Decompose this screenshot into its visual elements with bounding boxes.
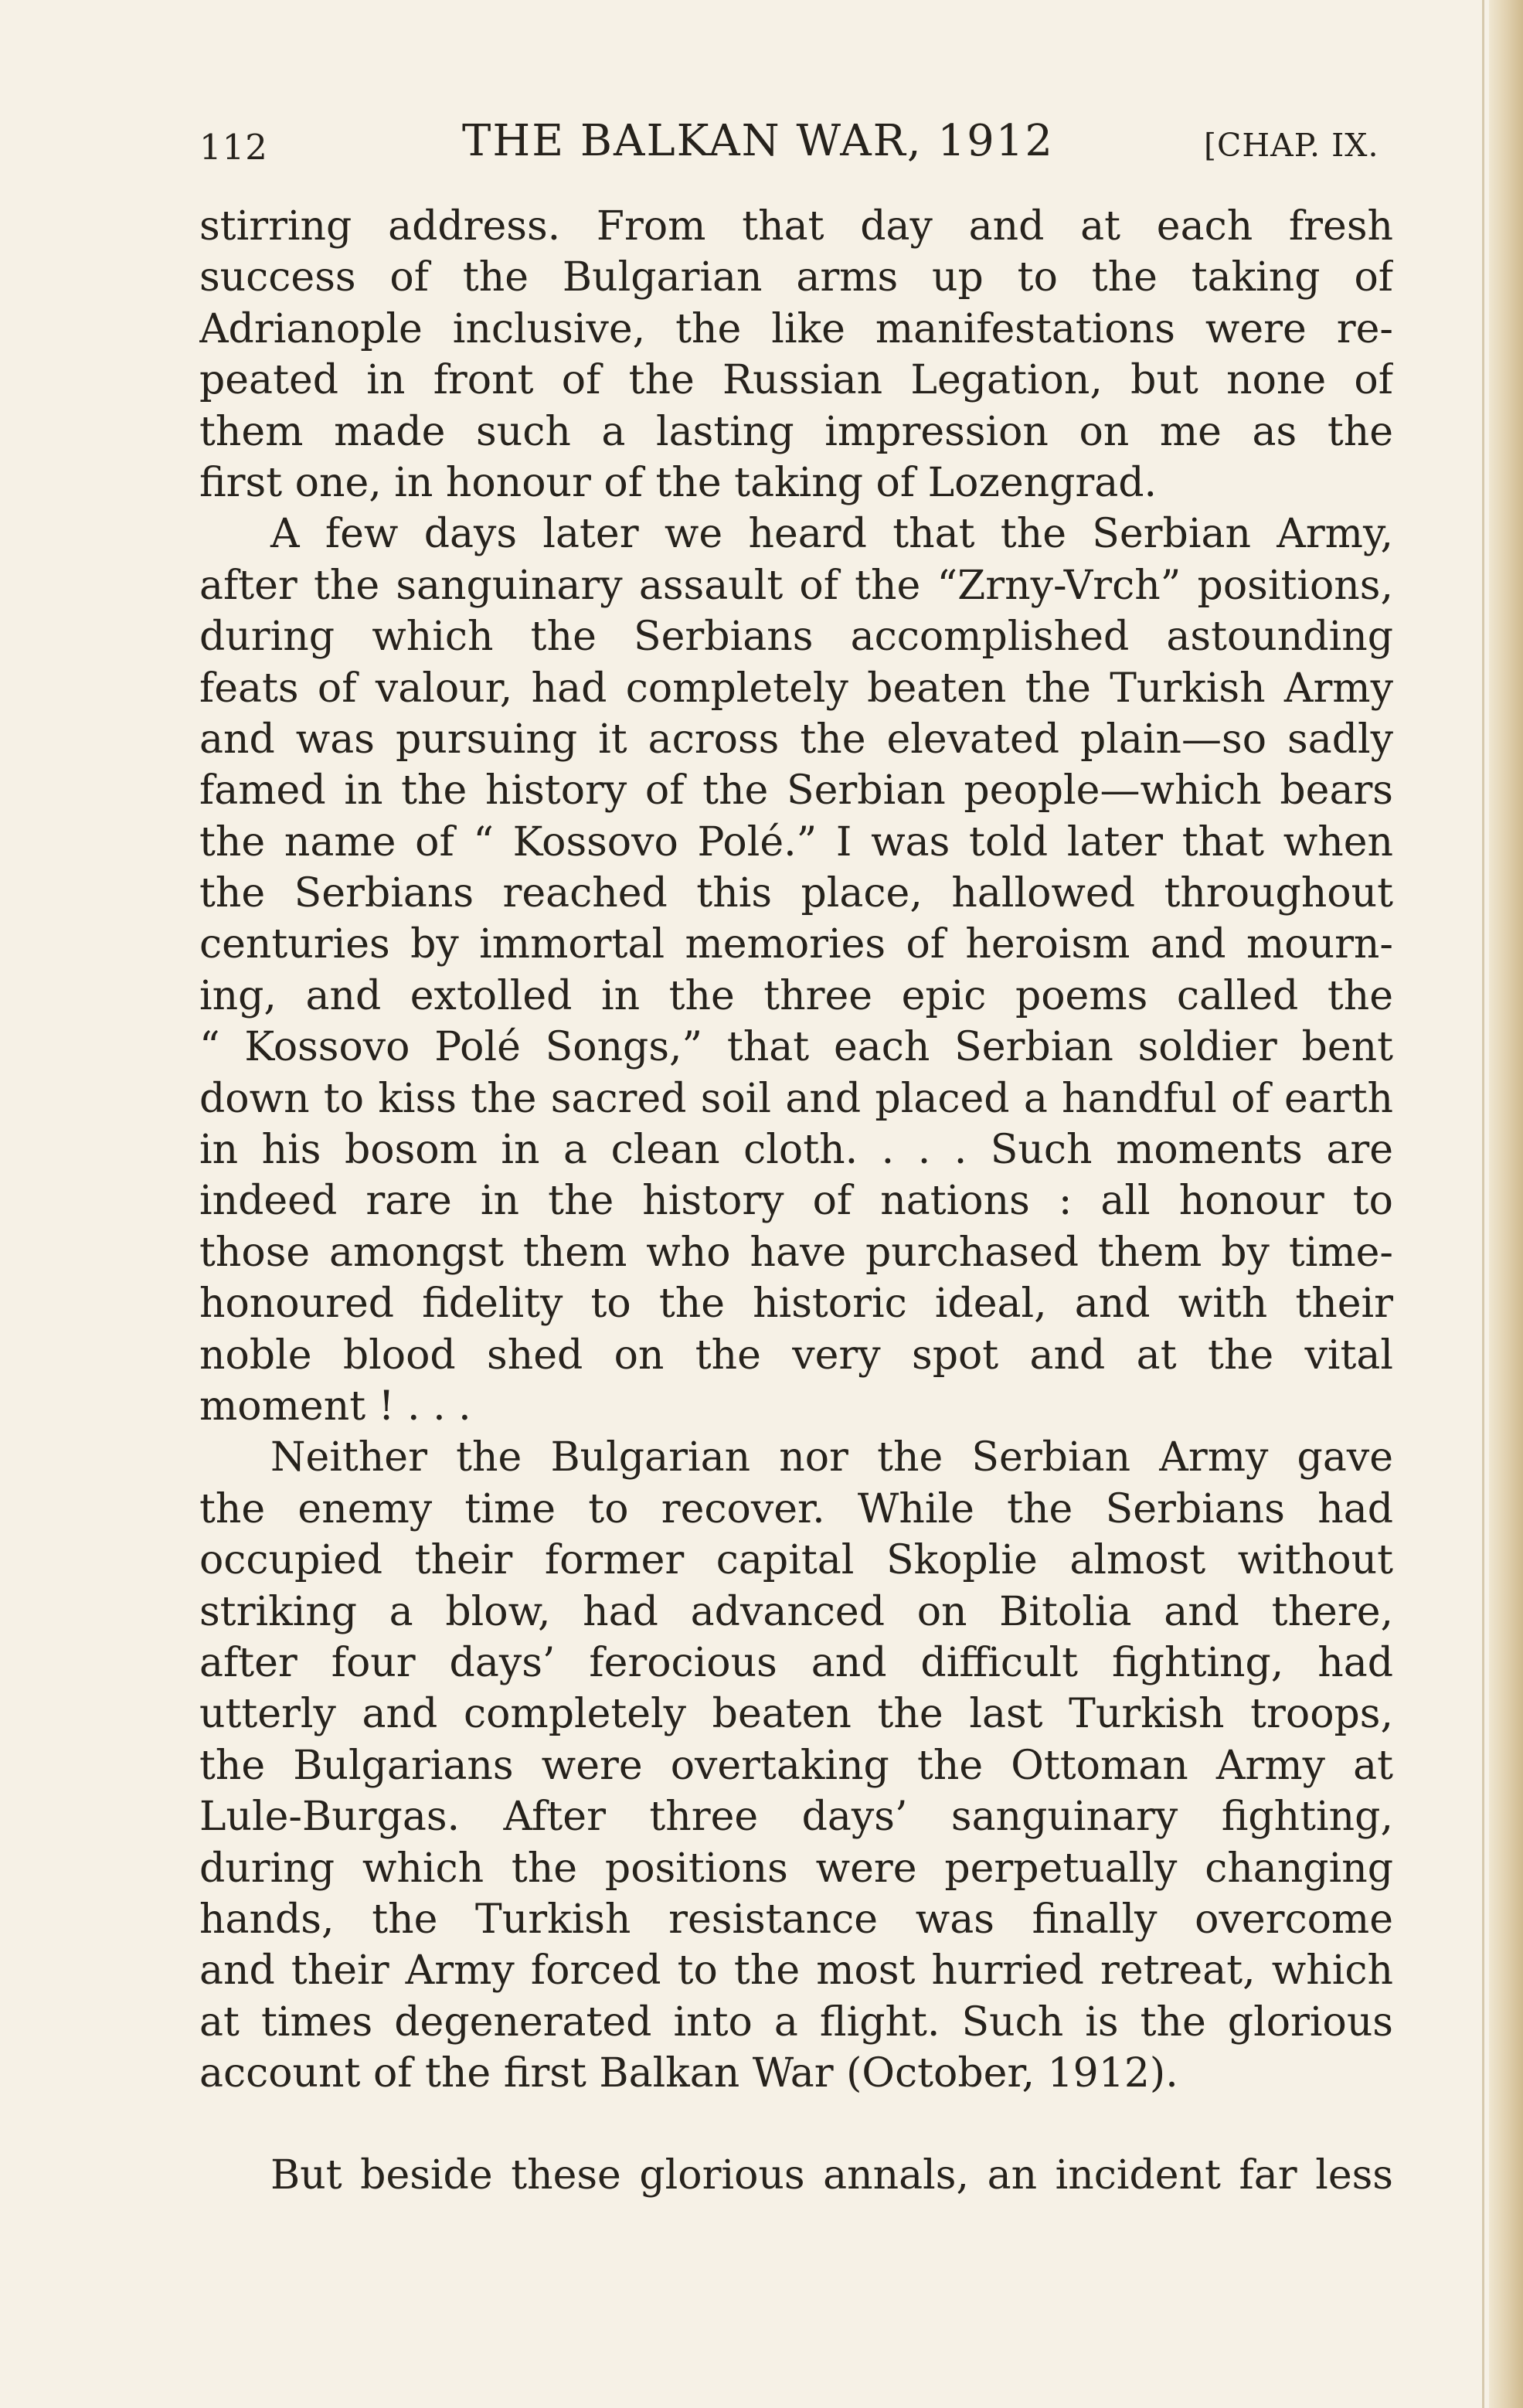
text-line: ing, and extolled in the three epic poems called the — [199, 972, 1393, 1019]
text-line: indeed rare in the history of nations : all honour to — [199, 1178, 1393, 1225]
chapter-reference: [CHAP. IX. — [1204, 127, 1379, 164]
text-line: “ Kossovo Polé Songs,” that each Serbian soldier bent — [199, 1024, 1393, 1071]
text-line: them made such a lasting impression on me as the — [199, 408, 1393, 455]
paragraph-3 — [199, 1432, 1393, 2099]
text-line: utterly and completely beaten the last Turkish troops, — [199, 1691, 1393, 1738]
text-line: the Serbians reached this place, hallowed throughout — [199, 870, 1393, 917]
text-line: down to kiss the sacred soil and placed a handful of earth — [199, 1075, 1393, 1122]
text-line: moment ! . . . — [199, 1383, 471, 1430]
text-line: the name of “ Kossovo Polé.” I was told later that when — [199, 818, 1393, 866]
body-text — [199, 201, 1393, 2202]
text-line: Neither the Bulgarian nor the Serbian Army gave — [270, 1434, 1393, 1481]
page-edge-shadow — [1482, 0, 1484, 2408]
section-gap — [199, 2099, 1393, 2150]
text-line: A few days later we heard that the Serbian Army, — [270, 511, 1393, 558]
text-line: peated in front of the Russian Legation, but none of — [199, 357, 1393, 404]
text-line: But beside these glorious annals, an incident far less — [270, 2152, 1393, 2199]
text-line: account of the first Balkan War (October, 1912). — [199, 2050, 1178, 2097]
text-line: success of the Bulgarian arms up to the taking of — [199, 254, 1393, 301]
text-line: at times degenerated into a flight. Such is the glorious — [199, 1998, 1393, 2046]
text-line: first one, in honour of the taking of Lozengrad. — [199, 459, 1158, 506]
text-line: occupied their former capital Skoplie almost without — [199, 1537, 1393, 1584]
text-line: after the sanguinary assault of the “Zrny-Vrch” positions, — [199, 562, 1393, 609]
text-line: Lule-Burgas. After three days’ sanguinary fighting, — [199, 1794, 1393, 1841]
page-edge — [1489, 0, 1523, 2408]
text-line: famed in the history of the Serbian people—which bears — [199, 767, 1393, 815]
paragraph-4 — [199, 2150, 1393, 2201]
text-line: striking a blow, had advanced on Bitolia and there, — [199, 1588, 1393, 1635]
text-line: noble blood shed on the very spot and at the vital — [199, 1332, 1393, 1379]
text-line: honoured fidelity to the historic ideal, and with their — [199, 1281, 1393, 1328]
paragraph-2 — [199, 508, 1393, 1432]
paragraph-1 — [199, 201, 1393, 508]
text-line: in his bosom in a clean cloth. . . . Such moments are — [199, 1127, 1393, 1174]
text-line: centuries by immortal memories of heroism and mourn- — [199, 921, 1393, 968]
text-line: Adrianople inclusive, the like manifestations were re- — [199, 305, 1393, 352]
text-line: the enemy time to recover. While the Serbians had — [199, 1485, 1393, 1532]
book-title: THE BALKAN WAR, 1912 — [462, 116, 1054, 166]
text-line: during which the Serbians accomplished astounding — [199, 614, 1393, 661]
text-line: after four days’ ferocious and difficult fighting, had — [199, 1639, 1393, 1686]
text-line: feats of valour, had completely beaten the Turkish Army — [199, 665, 1393, 712]
text-line: and was pursuing it across the elevated plain—so sadly — [199, 716, 1393, 763]
running-head — [199, 116, 1393, 178]
text-line: the Bulgarians were overtaking the Ottoman Army at — [199, 1742, 1393, 1789]
text-line: and their Army forced to the most hurried retreat, which — [199, 1947, 1393, 1995]
text-line: hands, the Turkish resistance was finally overcome — [199, 1896, 1393, 1943]
page-number: 112 — [199, 127, 268, 168]
text-line: those amongst them who have purchased them by time- — [199, 1229, 1393, 1276]
text-line: during which the positions were perpetually changing — [199, 1845, 1393, 1892]
text-line: stirring address. From that day and at each fresh — [199, 203, 1393, 250]
